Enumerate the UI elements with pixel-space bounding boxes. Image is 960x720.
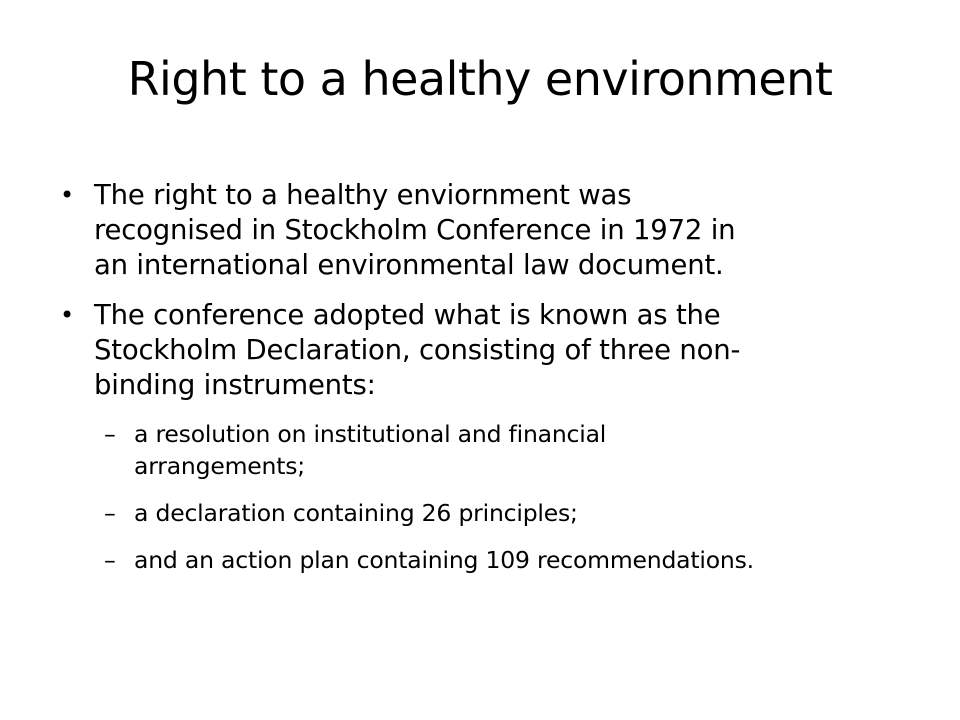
bullet-item <box>56 298 916 403</box>
bullet-text-line: binding instruments: <box>94 369 376 401</box>
bullet-text-line: The right to a healthy enviornment was <box>94 179 632 211</box>
sub-bullet-text-line: a resolution on institutional and financial <box>134 420 607 448</box>
bullet-list <box>56 178 916 591</box>
sub-bullet-marker: – <box>104 420 116 448</box>
bullet-marker: • <box>60 301 74 329</box>
bullet-text-line: The conference adopted what is known as the <box>94 299 721 331</box>
bullet-item <box>56 178 916 283</box>
slide-title: Right to a healthy environment <box>127 52 833 106</box>
bullet-text-line: Stockholm Declaration, consisting of three non- <box>94 334 741 366</box>
bullet-text-line: recognised in Stockholm Conference in 1972 in <box>94 214 736 246</box>
sub-bullet-text-line: arrangements; <box>134 452 305 480</box>
sub-bullet-item <box>56 497 916 529</box>
sub-bullet-text-line: a declaration containing 26 principles; <box>134 499 578 527</box>
bullet-marker: • <box>60 181 74 209</box>
sub-bullet-marker: – <box>104 499 116 527</box>
sub-bullet-item <box>56 544 916 576</box>
sub-bullet-marker: – <box>104 546 116 574</box>
bullet-text-line: an international environmental law document. <box>94 249 724 281</box>
sub-bullet-text-line: and an action plan containing 109 recommendations. <box>134 546 754 574</box>
sub-bullet-list <box>56 418 916 576</box>
sub-bullet-item <box>56 418 916 482</box>
